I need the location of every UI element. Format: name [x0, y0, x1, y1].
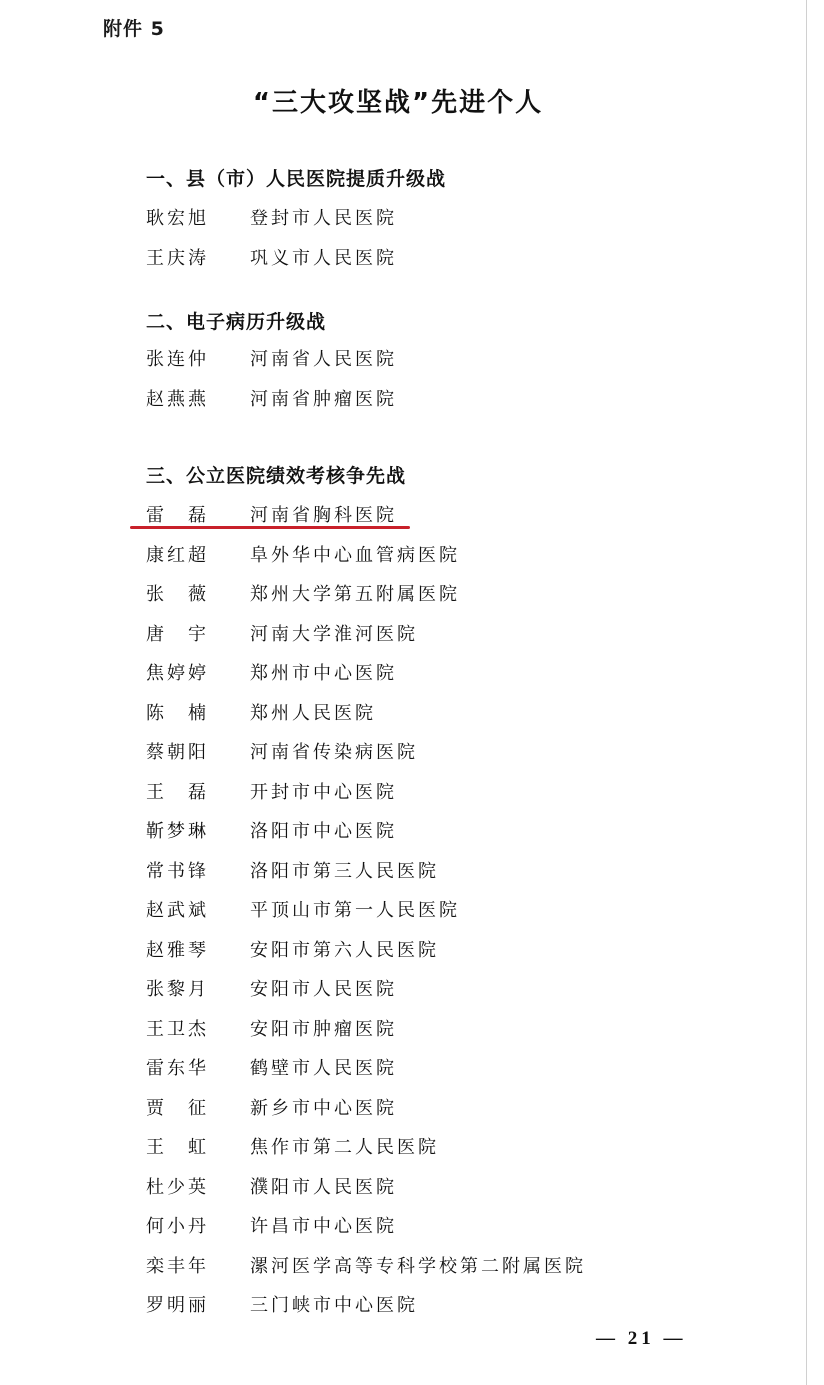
- person-name: 陈 楠: [146, 703, 209, 724]
- organization-name: 许昌市中心医院: [250, 1216, 397, 1237]
- organization-name: 濮阳市人民医院: [250, 1177, 397, 1198]
- person-name: 罗明丽: [146, 1295, 209, 1316]
- person-name: 何小丹: [146, 1216, 209, 1237]
- organization-name: 焦作市第二人民医院: [250, 1137, 439, 1158]
- organization-name: 鹤壁市人民医院: [250, 1058, 397, 1079]
- organization-name: 开封市中心医院: [250, 782, 397, 803]
- attachment-label: 附件 5: [103, 18, 165, 40]
- document-title: “三大攻坚战”先进个人: [252, 88, 544, 118]
- person-name: 耿宏旭: [146, 208, 209, 229]
- organization-name: 河南省人民医院: [250, 349, 397, 370]
- organization-name: 登封市人民医院: [250, 208, 397, 229]
- person-name: 雷 磊: [146, 505, 209, 526]
- person-name: 杜少英: [146, 1177, 209, 1198]
- organization-name: 河南省肿瘤医院: [250, 389, 397, 410]
- organization-name: 郑州大学第五附属医院: [250, 584, 460, 605]
- organization-name: 三门峡市中心医院: [250, 1295, 418, 1316]
- organization-name: 安阳市第六人民医院: [250, 940, 439, 961]
- person-name: 王卫杰: [146, 1019, 209, 1040]
- organization-name: 郑州市中心医院: [250, 663, 397, 684]
- organization-name: 河南大学淮河医院: [250, 624, 418, 645]
- section-heading-3: 三、公立医院绩效考核争先战: [146, 465, 407, 487]
- person-name: 张黎月: [146, 979, 209, 1000]
- organization-name: 洛阳市中心医院: [250, 821, 397, 842]
- person-name: 赵燕燕: [146, 389, 209, 410]
- person-name: 张连仲: [146, 349, 209, 370]
- organization-name: 郑州人民医院: [250, 703, 376, 724]
- person-name: 蔡朝阳: [146, 742, 209, 763]
- section-heading-1: 一、县（市）人民医院提质升级战: [146, 168, 447, 190]
- person-name: 常书锋: [146, 861, 209, 882]
- page-number: — 21 —: [596, 1328, 687, 1349]
- person-name: 赵武斌: [146, 900, 209, 921]
- organization-name: 平顶山市第一人民医院: [250, 900, 460, 921]
- organization-name: 洛阳市第三人民医院: [250, 861, 439, 882]
- person-name: 贾 征: [146, 1098, 209, 1119]
- person-name: 焦婷婷: [146, 663, 209, 684]
- person-name: 王 磊: [146, 782, 209, 803]
- organization-name: 漯河医学高等专科学校第二附属医院: [250, 1256, 586, 1277]
- organization-name: 阜外华中心血管病医院: [250, 545, 460, 566]
- organization-name: 巩义市人民医院: [250, 248, 397, 269]
- person-name: 雷东华: [146, 1058, 209, 1079]
- person-name: 栾丰年: [146, 1256, 209, 1277]
- person-name: 唐 宇: [146, 624, 209, 645]
- person-name: 赵雅琴: [146, 940, 209, 961]
- person-name: 张 薇: [146, 584, 209, 605]
- organization-name: 安阳市肿瘤医院: [250, 1019, 397, 1040]
- organization-name: 安阳市人民医院: [250, 979, 397, 1000]
- person-name: 王 虹: [146, 1137, 209, 1158]
- organization-name: 河南省胸科医院: [250, 505, 397, 526]
- highlight-underline: [130, 526, 410, 529]
- organization-name: 河南省传染病医院: [250, 742, 418, 763]
- organization-name: 新乡市中心医院: [250, 1098, 397, 1119]
- person-name: 王庆涛: [146, 248, 209, 269]
- person-name: 康红超: [146, 545, 209, 566]
- person-name: 靳梦琳: [146, 821, 209, 842]
- page-edge-rule: [806, 0, 807, 1385]
- section-heading-2: 二、电子病历升级战: [146, 311, 327, 333]
